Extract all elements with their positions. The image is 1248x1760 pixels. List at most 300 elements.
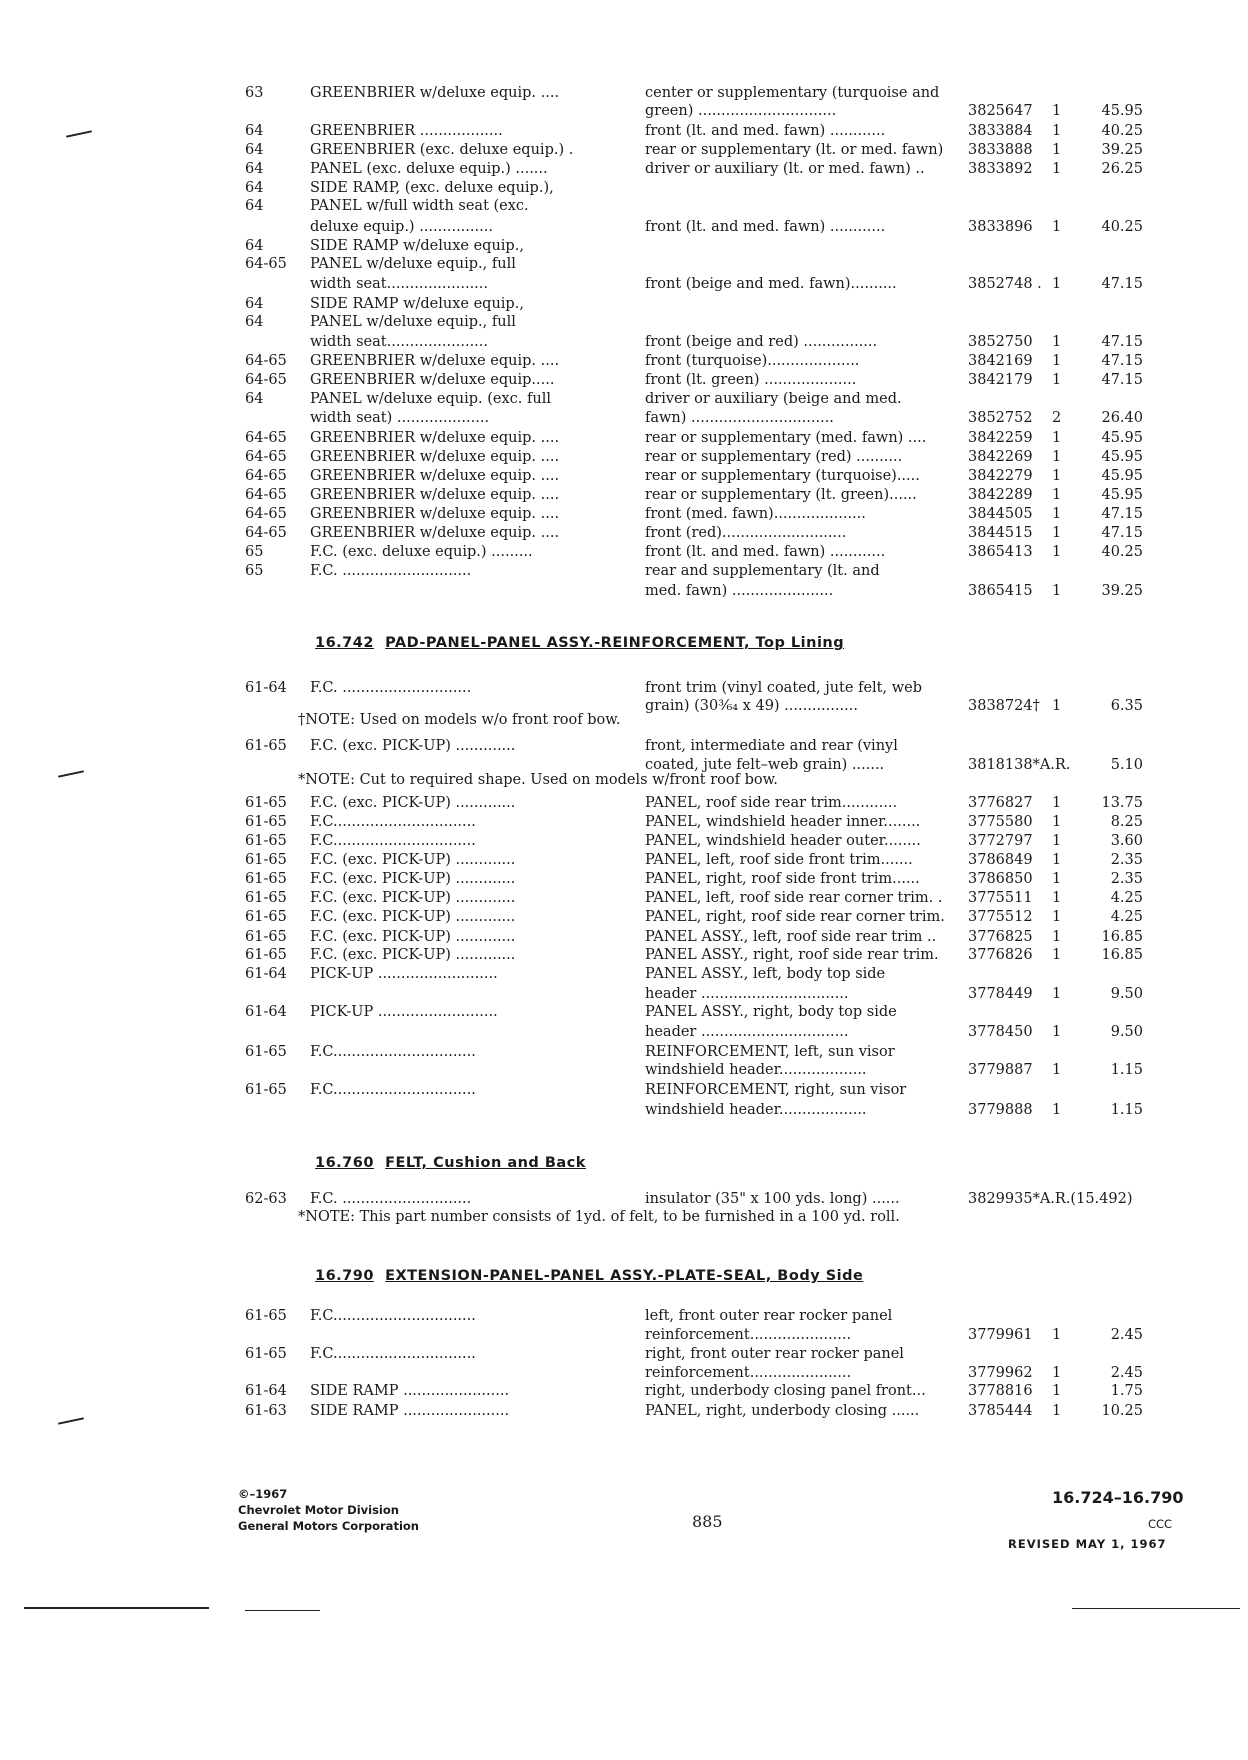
cell-price: 26.40 xyxy=(1101,410,1143,426)
cell-desc: windshield header................... xyxy=(645,1102,867,1118)
cell-desc: header ................................ xyxy=(645,986,849,1002)
cell-pn: 3842279 xyxy=(968,468,1033,484)
cell-desc: REINFORCEMENT, right, sun visor xyxy=(645,1082,907,1098)
division: Chevrolet Motor Division xyxy=(238,1503,399,1517)
cell-desc: reinforcement...................... xyxy=(645,1365,852,1381)
cell-yr: 65 xyxy=(245,563,264,579)
cell-desc: windshield header................... xyxy=(645,1062,867,1078)
cell-model: PANEL w/full width seat (exc. xyxy=(310,198,529,214)
cell-model: F.C. (exc. PICK-UP) ............. xyxy=(310,890,516,906)
parts-row xyxy=(0,429,1248,449)
cell-model: PANEL w/deluxe equip., full xyxy=(310,256,516,272)
cell-desc: PANEL, windshield header outer........ xyxy=(645,833,921,849)
cell-qty: 1 xyxy=(1052,909,1062,925)
cell-qty: 1 xyxy=(1052,506,1062,522)
cell-yr: 64-65 xyxy=(245,372,287,388)
cell-price: 16.85 xyxy=(1101,929,1143,945)
section-number: 16.742 xyxy=(315,635,374,651)
cell-yr: 61-65 xyxy=(245,833,287,849)
corporation: General Motors Corporation xyxy=(238,1519,419,1533)
cell-model: F.C. (exc. PICK-UP) ............. xyxy=(310,909,516,925)
cell-price: 45.95 xyxy=(1101,468,1143,484)
cell-desc: front (turquoise).................... xyxy=(645,353,860,369)
parts-row xyxy=(0,1101,1248,1121)
cell-pn: 3842289 xyxy=(968,487,1033,503)
cell-pn: 3775580 xyxy=(968,814,1033,830)
parts-row xyxy=(0,679,1248,699)
cell-model: F.C. (exc. PICK-UP) ............. xyxy=(310,871,516,887)
cell-yr: 62-63 xyxy=(245,1191,287,1207)
cell-desc: center or supplementary (turquoise and xyxy=(645,85,940,101)
cell-desc: coated, jute felt–web grain) ....... xyxy=(645,757,885,773)
cell-model: F.C............................... xyxy=(310,1308,476,1324)
cell-desc: PANEL ASSY., right, body top side xyxy=(645,1004,897,1020)
cell-qty: 1 xyxy=(1052,334,1062,350)
cell-price: 8.25 xyxy=(1110,814,1143,830)
cell-price: 47.15 xyxy=(1101,334,1143,350)
cell-desc: rear or supplementary (lt. green)...... xyxy=(645,487,917,503)
cell-yr: 61-65 xyxy=(245,947,287,963)
cell-qty: 1 xyxy=(1052,487,1062,503)
cell-qty: 2 xyxy=(1052,410,1062,426)
page-number: 885 xyxy=(692,1512,723,1531)
cell-desc: front (lt. green) .................... xyxy=(645,372,857,388)
cell-model: F.C............................... xyxy=(310,833,476,849)
parts-row xyxy=(0,870,1248,890)
cell-model: PANEL w/deluxe equip., full xyxy=(310,314,516,330)
parts-row xyxy=(0,889,1248,909)
footer-revised: REVISED MAY 1, 1967 xyxy=(1008,1537,1167,1551)
cell-model: deluxe equip.) ................ xyxy=(310,219,493,235)
cell-price: 3.60 xyxy=(1110,833,1143,849)
note-felt-roll: *NOTE: This part number consists of 1yd. of felt, to be furnished in a 100 yd. roll. xyxy=(298,1209,900,1225)
cell-price: 40.25 xyxy=(1101,219,1143,235)
cell-pn: 3833888 xyxy=(968,142,1033,158)
cell-yr: 61-65 xyxy=(245,871,287,887)
section-title: EXTENSION-PANEL-PANEL ASSY.-PLATE-SEAL, Body Side xyxy=(385,1268,864,1284)
cell-pn: 3852752 xyxy=(968,410,1033,426)
cell-qty: 1 xyxy=(1052,353,1062,369)
cell-desc: front trim (vinyl coated, jute felt, web xyxy=(645,680,922,696)
cell-desc: PANEL, right, roof side front trim...... xyxy=(645,871,920,887)
parts-row xyxy=(0,832,1248,852)
cell-model: F.C............................... xyxy=(310,1346,476,1362)
cell-desc: PANEL ASSY., right, roof side rear trim. xyxy=(645,947,939,963)
cell-qty: 1 xyxy=(1052,103,1062,119)
parts-row xyxy=(0,1023,1248,1043)
cell-desc: front (beige and med. fawn).......... xyxy=(645,276,897,292)
parts-row xyxy=(0,409,1248,429)
cell-model: SIDE RAMP, (exc. deluxe equip.), xyxy=(310,180,554,196)
cell-yr: 64 xyxy=(245,142,264,158)
parts-row xyxy=(0,84,1248,104)
cell-yr: 61-65 xyxy=(245,929,287,945)
parts-row xyxy=(0,1364,1248,1384)
cell-price: 9.50 xyxy=(1110,1024,1143,1040)
cell-price: 1.15 xyxy=(1110,1062,1143,1078)
cell-price: 2.45 xyxy=(1110,1327,1143,1343)
parts-row xyxy=(0,1061,1248,1081)
cell-price: 4.25 xyxy=(1110,909,1143,925)
cell-model: SIDE RAMP w/deluxe equip., xyxy=(310,238,524,254)
note-front-roof-bow: †NOTE: Used on models w/o front roof bow. xyxy=(298,712,621,728)
cell-qty: 1 xyxy=(1052,871,1062,887)
cell-model: GREENBRIER w/deluxe equip. .... xyxy=(310,506,560,522)
parts-row xyxy=(0,697,1248,717)
cell-model: width seat...................... xyxy=(310,276,489,292)
cell-model: SIDE RAMP ....................... xyxy=(310,1383,510,1399)
cell-pn: 3865415 xyxy=(968,583,1033,599)
cell-yr: 61-64 xyxy=(245,1004,287,1020)
cell-desc: fawn) ............................... xyxy=(645,410,834,426)
cell-pn: 3842179 xyxy=(968,372,1033,388)
section-title: FELT, Cushion and Back xyxy=(385,1155,586,1171)
cell-model: GREENBRIER w/deluxe equip. .... xyxy=(310,487,560,503)
cell-yr: 64-65 xyxy=(245,525,287,541)
cell-desc: front (red)........................... xyxy=(645,525,847,541)
cell-qty: 1 xyxy=(1052,698,1062,714)
cell-price: 47.15 xyxy=(1101,276,1143,292)
parts-row xyxy=(0,237,1248,257)
cell-pn: 3776827 xyxy=(968,795,1033,811)
footer-code: CCC xyxy=(1148,1517,1173,1531)
cell-desc: PANEL ASSY., left, body top side xyxy=(645,966,886,982)
cell-desc: PANEL, roof side rear trim............ xyxy=(645,795,898,811)
cell-price: 26.25 xyxy=(1101,161,1143,177)
cell-price: 45.95 xyxy=(1101,449,1143,465)
parts-row xyxy=(0,928,1248,948)
cell-model: GREENBRIER w/deluxe equip. .... xyxy=(310,449,560,465)
parts-row xyxy=(0,505,1248,525)
cell-qty: 1 xyxy=(1052,852,1062,868)
parts-row xyxy=(0,197,1248,217)
section-number: 16.790 xyxy=(315,1268,374,1284)
parts-row xyxy=(0,1345,1248,1365)
cell-yr: 64-65 xyxy=(245,468,287,484)
section-title: PAD-PANEL-PANEL ASSY.-REINFORCEMENT, Top Lining xyxy=(385,635,845,651)
cell-desc: PANEL, left, roof side front trim....... xyxy=(645,852,913,868)
cell-pn: 3779961 xyxy=(968,1327,1033,1343)
cell-desc: REINFORCEMENT, left, sun visor xyxy=(645,1044,895,1060)
cell-qty: 1 xyxy=(1052,1024,1062,1040)
cell-yr: 64 xyxy=(245,123,264,139)
cell-model: F.C. ............................ xyxy=(310,563,472,579)
cell-model: GREENBRIER w/deluxe equip. .... xyxy=(310,468,560,484)
cell-model: GREENBRIER .................. xyxy=(310,123,503,139)
cell-model: F.C. ............................ xyxy=(310,680,472,696)
cell-pn: 3818138*A.R. xyxy=(968,757,1071,773)
cell-pn: 3865413 xyxy=(968,544,1033,560)
cell-desc: PANEL, left, roof side rear corner trim. . xyxy=(645,890,943,906)
cell-price: 47.15 xyxy=(1101,353,1143,369)
parts-row xyxy=(0,122,1248,142)
cell-desc: PANEL, right, roof side rear corner trim. xyxy=(645,909,945,925)
cell-model: SIDE RAMP w/deluxe equip., xyxy=(310,296,524,312)
cell-price: 45.95 xyxy=(1101,487,1143,503)
cell-pn: 3842259 xyxy=(968,430,1033,446)
parts-row xyxy=(0,582,1248,602)
parts-row xyxy=(0,333,1248,353)
cell-qty: 1 xyxy=(1052,833,1062,849)
cell-price: 40.25 xyxy=(1101,123,1143,139)
cell-pn: 3778449 xyxy=(968,986,1033,1002)
cell-pn: 3776826 xyxy=(968,947,1033,963)
cell-qty: 1 xyxy=(1052,1062,1062,1078)
copyright: ©–1967 xyxy=(238,1487,288,1501)
parts-row xyxy=(0,371,1248,391)
cell-price: 10.25 xyxy=(1101,1403,1143,1419)
cell-desc: front (lt. and med. fawn) ............ xyxy=(645,219,886,235)
cell-desc: front (lt. and med. fawn) ............ xyxy=(645,544,886,560)
cell-desc: front (lt. and med. fawn) ............ xyxy=(645,123,886,139)
cell-desc: green) .............................. xyxy=(645,103,837,119)
cell-model: GREENBRIER (exc. deluxe equip.) . xyxy=(310,142,574,158)
cell-model: width seat...................... xyxy=(310,334,489,350)
cell-pn: 3842269 xyxy=(968,449,1033,465)
cell-model: PANEL (exc. deluxe equip.) ....... xyxy=(310,161,548,177)
parts-row xyxy=(0,985,1248,1005)
parts-row xyxy=(0,794,1248,814)
parts-row xyxy=(0,160,1248,180)
cell-price: 4.25 xyxy=(1110,890,1143,906)
cell-price: 2.45 xyxy=(1110,1365,1143,1381)
cell-yr: 61-65 xyxy=(245,909,287,925)
cell-pn: 3825647 xyxy=(968,103,1033,119)
parts-row xyxy=(0,1003,1248,1023)
cell-desc: insulator (35" x 100 yds. long) ...... xyxy=(645,1191,900,1207)
cell-yr: 61-63 xyxy=(245,1403,287,1419)
cell-pn: 3852748 . xyxy=(968,276,1042,292)
cell-yr: 61-65 xyxy=(245,795,287,811)
cell-yr: 61-65 xyxy=(245,1044,287,1060)
cell-yr: 63 xyxy=(245,85,264,101)
cell-pn: 3779887 xyxy=(968,1062,1033,1078)
footer-publisher xyxy=(238,1486,419,1534)
cell-desc: front, intermediate and rear (vinyl xyxy=(645,738,898,754)
cell-desc: grain) (30³⁄₆₄ x 49) ................ xyxy=(645,698,858,714)
parts-row xyxy=(0,851,1248,871)
cell-qty: 1 xyxy=(1052,372,1062,388)
cell-price: 2.35 xyxy=(1110,871,1143,887)
parts-row xyxy=(0,908,1248,928)
parts-row xyxy=(0,1307,1248,1327)
cell-model: PICK-UP .......................... xyxy=(310,966,498,982)
cell-desc: rear or supplementary (turquoise)..... xyxy=(645,468,920,484)
cell-price: 47.15 xyxy=(1101,525,1143,541)
cell-model: SIDE RAMP ....................... xyxy=(310,1403,510,1419)
cell-model: PICK-UP .......................... xyxy=(310,1004,498,1020)
parts-row xyxy=(0,275,1248,295)
cell-model: F.C. ............................ xyxy=(310,1191,472,1207)
cell-pn: 3775511 xyxy=(968,890,1033,906)
cell-qty: 1 xyxy=(1052,1403,1062,1419)
cell-yr: 64-65 xyxy=(245,487,287,503)
cell-yr: 64 xyxy=(245,314,264,330)
bottom-rule xyxy=(24,1607,209,1609)
cell-model: F.C............................... xyxy=(310,814,476,830)
cell-yr: 61-65 xyxy=(245,738,287,754)
cell-qty: 1 xyxy=(1052,795,1062,811)
section-number: 16.760 xyxy=(315,1155,374,1171)
cell-price: 47.15 xyxy=(1101,372,1143,388)
parts-row xyxy=(0,313,1248,333)
cell-model: F.C. (exc. PICK-UP) ............. xyxy=(310,852,516,868)
cell-model: GREENBRIER w/deluxe equip..... xyxy=(310,372,555,388)
bottom-rule xyxy=(245,1610,320,1611)
parts-row xyxy=(0,390,1248,410)
parts-row xyxy=(0,179,1248,199)
cell-yr: 64 xyxy=(245,198,264,214)
cell-yr: 64 xyxy=(245,391,264,407)
section-heading-16742 xyxy=(315,635,844,651)
cell-qty: 1 xyxy=(1052,947,1062,963)
cell-desc: med. fawn) ...................... xyxy=(645,583,834,599)
cell-qty: 1 xyxy=(1052,276,1062,292)
cell-yr: 64 xyxy=(245,180,264,196)
parts-row xyxy=(0,295,1248,315)
cell-desc: front (beige and red) ................ xyxy=(645,334,878,350)
cell-model: F.C. (exc. PICK-UP) ............. xyxy=(310,738,516,754)
parts-row xyxy=(0,467,1248,487)
cell-price: 9.50 xyxy=(1110,986,1143,1002)
cell-price: 39.25 xyxy=(1101,583,1143,599)
cell-pn: 3844515 xyxy=(968,525,1033,541)
parts-row xyxy=(0,141,1248,161)
cell-yr: 65 xyxy=(245,544,264,560)
cell-desc: right, front outer rear rocker panel xyxy=(645,1346,904,1362)
cell-qty: 1 xyxy=(1052,161,1062,177)
note-cut-to-shape: *NOTE: Cut to required shape. Used on models w/front roof bow. xyxy=(298,772,778,788)
cell-qty: 1 xyxy=(1052,544,1062,560)
parts-row xyxy=(0,965,1248,985)
section-heading-16760 xyxy=(315,1155,586,1171)
cell-model: PANEL w/deluxe equip. (exc. full xyxy=(310,391,551,407)
cell-desc: rear or supplementary (red) .......... xyxy=(645,449,903,465)
cell-model: F.C. (exc. PICK-UP) ............. xyxy=(310,795,516,811)
cell-pn: 3775512 xyxy=(968,909,1033,925)
cell-pn: 3829935*A.R.(15.492) xyxy=(968,1191,1133,1207)
cell-pn: 3844505 xyxy=(968,506,1033,522)
cell-yr: 64-65 xyxy=(245,256,287,272)
cell-qty: 1 xyxy=(1052,449,1062,465)
cell-yr: 61-65 xyxy=(245,814,287,830)
cell-yr: 64 xyxy=(245,296,264,312)
parts-row xyxy=(0,946,1248,966)
cell-price: 13.75 xyxy=(1101,795,1143,811)
cell-model: F.C. (exc. deluxe equip.) ......... xyxy=(310,544,533,560)
cell-yr: 64-65 xyxy=(245,449,287,465)
cell-qty: 1 xyxy=(1052,1365,1062,1381)
bottom-rule xyxy=(1072,1608,1240,1609)
parts-row xyxy=(0,1043,1248,1063)
cell-yr: 64 xyxy=(245,238,264,254)
cell-yr: 64-65 xyxy=(245,430,287,446)
cell-qty: 1 xyxy=(1052,219,1062,235)
cell-model: GREENBRIER w/deluxe equip. .... xyxy=(310,353,560,369)
cell-price: 6.35 xyxy=(1110,698,1143,714)
cell-model: F.C. (exc. PICK-UP) ............. xyxy=(310,929,516,945)
cell-desc: PANEL, windshield header inner........ xyxy=(645,814,921,830)
cell-yr: 61-64 xyxy=(245,1383,287,1399)
cell-yr: 61-65 xyxy=(245,1346,287,1362)
parts-row xyxy=(0,1326,1248,1346)
cell-desc: driver or auxiliary (beige and med. xyxy=(645,391,902,407)
parts-row xyxy=(0,524,1248,544)
cell-pn: 3852750 xyxy=(968,334,1033,350)
cell-model: GREENBRIER w/deluxe equip. .... xyxy=(310,430,560,446)
cell-model: GREENBRIER w/deluxe equip. .... xyxy=(310,525,560,541)
cell-yr: 61-65 xyxy=(245,1308,287,1324)
cell-pn: 3838724† xyxy=(968,698,1040,714)
cell-pn: 3772797 xyxy=(968,833,1033,849)
cell-model: GREENBRIER w/deluxe equip. .... xyxy=(310,85,560,101)
cell-pn: 3778816 xyxy=(968,1383,1033,1399)
cell-desc: PANEL ASSY., left, roof side rear trim .. xyxy=(645,929,937,945)
parts-row xyxy=(0,1190,1248,1210)
cell-qty: 1 xyxy=(1052,468,1062,484)
cell-desc: reinforcement...................... xyxy=(645,1327,852,1343)
cell-price: 40.25 xyxy=(1101,544,1143,560)
cell-desc: PANEL, right, underbody closing ...... xyxy=(645,1403,920,1419)
cell-desc: left, front outer rear rocker panel xyxy=(645,1308,893,1324)
cell-price: 47.15 xyxy=(1101,506,1143,522)
cell-price: 45.95 xyxy=(1101,103,1143,119)
cell-qty: 1 xyxy=(1052,1102,1062,1118)
cell-yr: 64-65 xyxy=(245,353,287,369)
cell-qty: 1 xyxy=(1052,1327,1062,1343)
cell-pn: 3779962 xyxy=(968,1365,1033,1381)
cell-price: 2.35 xyxy=(1110,852,1143,868)
cell-qty: 1 xyxy=(1052,583,1062,599)
cell-desc: front (med. fawn).................... xyxy=(645,506,866,522)
section-heading-16790 xyxy=(315,1268,863,1284)
cell-pn: 3785444 xyxy=(968,1403,1033,1419)
parts-row xyxy=(0,486,1248,506)
parts-row xyxy=(0,813,1248,833)
parts-row xyxy=(0,218,1248,238)
cell-pn: 3833896 xyxy=(968,219,1033,235)
cell-desc: rear and supplementary (lt. and xyxy=(645,563,880,579)
cell-pn: 3786850 xyxy=(968,871,1033,887)
parts-row xyxy=(0,1081,1248,1101)
cell-desc: driver or auxiliary (lt. or med. fawn) .. xyxy=(645,161,925,177)
cell-pn: 3833884 xyxy=(968,123,1033,139)
cell-yr: 61-64 xyxy=(245,966,287,982)
cell-pn: 3842169 xyxy=(968,353,1033,369)
cell-pn: 3833892 xyxy=(968,161,1033,177)
cell-qty: 1 xyxy=(1052,525,1062,541)
cell-qty: 1 xyxy=(1052,986,1062,1002)
cell-model: F.C............................... xyxy=(310,1082,476,1098)
cell-price: 16.85 xyxy=(1101,947,1143,963)
parts-row xyxy=(0,1402,1248,1422)
cell-yr: 64-65 xyxy=(245,506,287,522)
cell-qty: 1 xyxy=(1052,890,1062,906)
cell-price: 5.10 xyxy=(1110,757,1143,773)
cell-yr: 61-65 xyxy=(245,1082,287,1098)
parts-row xyxy=(0,543,1248,563)
cell-model: F.C. (exc. PICK-UP) ............. xyxy=(310,947,516,963)
cell-desc: right, underbody closing panel front... xyxy=(645,1383,926,1399)
cell-pn: 3776825 xyxy=(968,929,1033,945)
cell-price: 1.75 xyxy=(1110,1383,1143,1399)
cell-yr: 61-65 xyxy=(245,852,287,868)
parts-row xyxy=(0,737,1248,757)
parts-row xyxy=(0,562,1248,582)
cell-pn: 3778450 xyxy=(968,1024,1033,1040)
parts-row xyxy=(0,102,1248,122)
cell-yr: 61-64 xyxy=(245,680,287,696)
